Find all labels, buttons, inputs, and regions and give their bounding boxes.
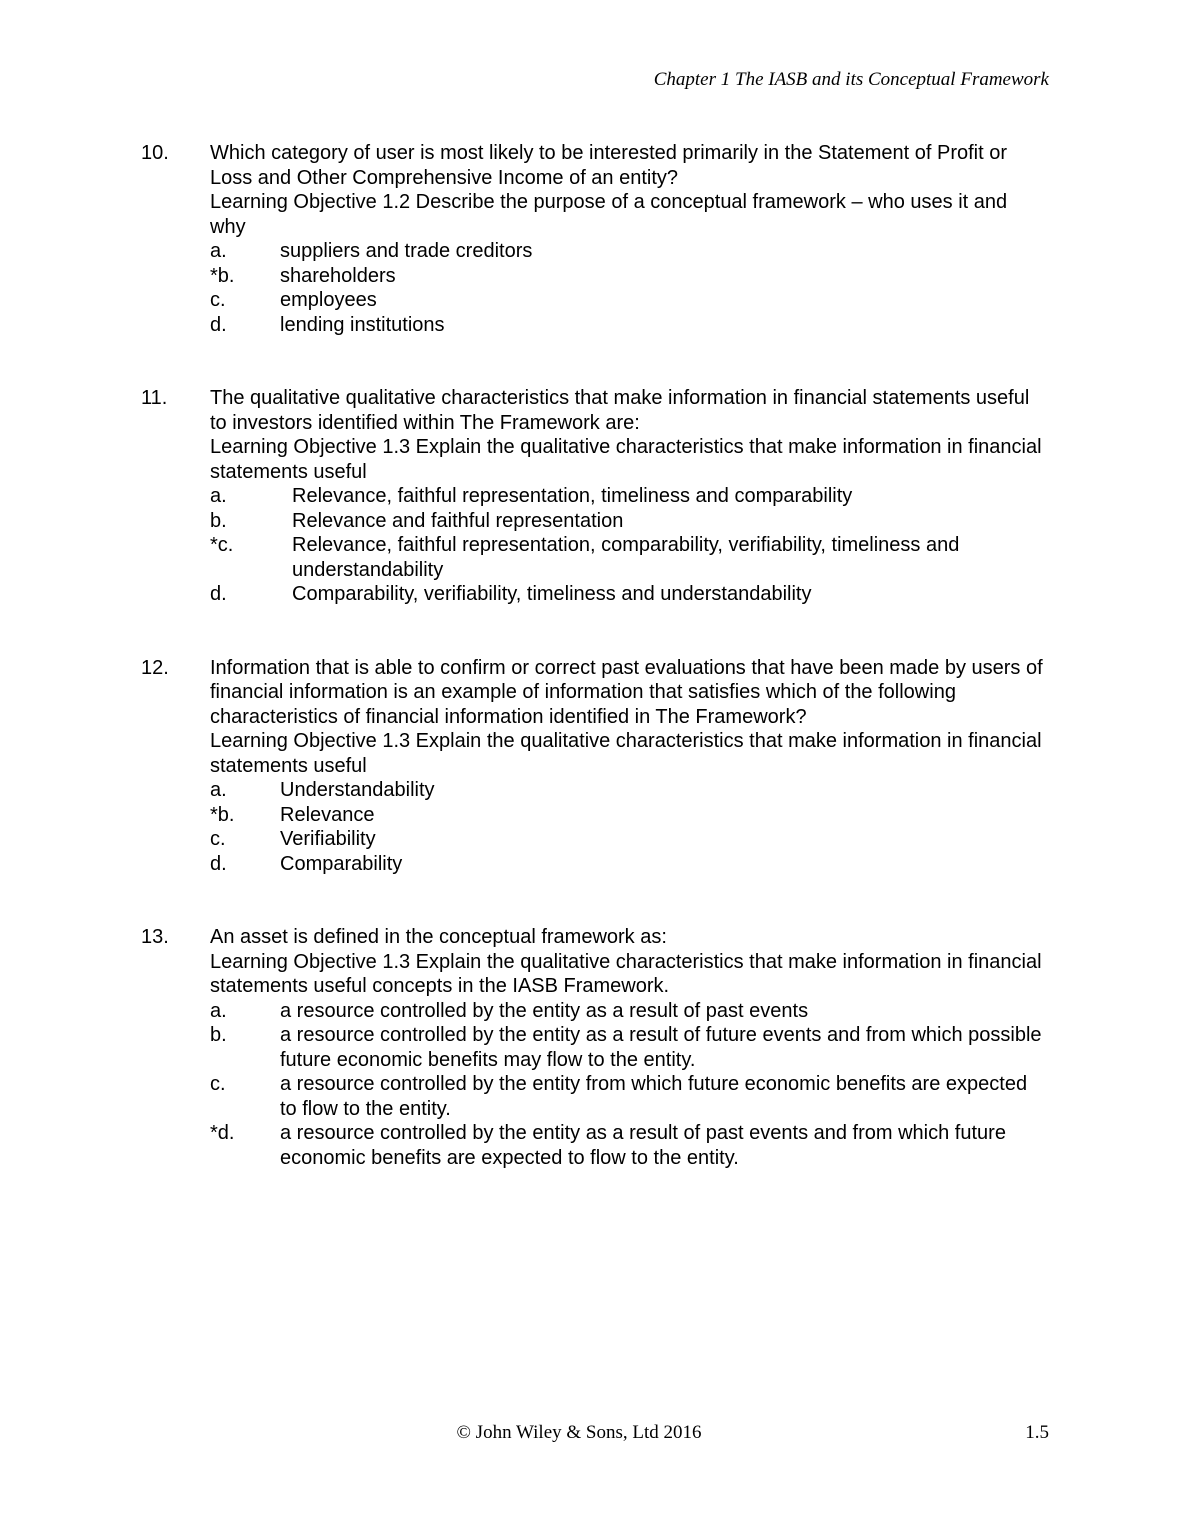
learning-objective: Learning Objective 1.3 Explain the qualitative characteristics that make information in financial statements useful [210, 436, 1042, 483]
answer-option [210, 852, 1046, 877]
answer-option [210, 778, 1046, 803]
answer-option [210, 509, 1046, 534]
option-text: a resource controlled by the entity from which future economic benefits are expected to flow to the entity. [280, 1073, 1028, 1120]
copyright-notice: © John Wiley & Sons, Ltd 2016 [456, 1422, 702, 1443]
answer-option [210, 288, 1046, 313]
option-letter: *c. [210, 534, 234, 556]
learning-objective: Learning Objective 1.3 Explain the qualitative characteristics that make information in financial statements useful [210, 730, 1042, 777]
question-number: 13. [141, 926, 169, 948]
answer-option [210, 1072, 1046, 1121]
option-letter: *d. [210, 1122, 235, 1144]
option-text: a resource controlled by the entity as a result of future events and from which possible future economic benefits may flow to the entity. [280, 1024, 1042, 1071]
option-text: Comparability, verifiability, timeliness and understandability [292, 583, 812, 605]
option-letter: *b. [210, 264, 235, 287]
question-13 [141, 925, 1046, 1170]
option-text: Relevance [280, 803, 375, 826]
question-stem: Which category of user is most likely to be interested primarily in the Statement of Profit or Loss and Other Comprehensive Income of an entity? [210, 142, 1007, 189]
question-body [210, 386, 1046, 607]
chapter-header: Chapter 1 The IASB and its Conceptual Framework [653, 69, 1049, 90]
question-11 [141, 386, 1046, 607]
question-number: 11. [141, 387, 168, 409]
answer-option [210, 264, 1046, 289]
option-text: lending institutions [280, 313, 445, 336]
option-letter: b. [210, 1024, 227, 1046]
option-letter: b. [210, 509, 227, 532]
option-text: shareholders [280, 264, 396, 287]
question-stem: The qualitative qualitative characteristics that make information in financial statements useful to investors identified within The Framework are: [210, 387, 1030, 434]
option-letter: *b. [210, 803, 235, 826]
question-number: 12. [141, 656, 169, 679]
answer-option [210, 1121, 1046, 1170]
option-text: employees [280, 289, 377, 311]
answer-option [210, 582, 1046, 607]
option-text: Relevance, faithful representation, comparability, verifiability, timeliness and understandability [292, 534, 960, 581]
question-10 [141, 141, 1046, 337]
answer-option [210, 533, 1046, 582]
option-letter: c. [210, 289, 226, 311]
option-text: suppliers and trade creditors [280, 240, 533, 262]
question-stem: Information that is able to confirm or correct past evaluations that have been made by users of financial information is an example of information that satisfies which of the following characteristics of financial information identified in The Framework? [210, 656, 1043, 728]
answer-option [210, 803, 1046, 828]
option-letter: d. [210, 852, 227, 875]
option-letter: c. [210, 1073, 226, 1095]
option-letter: a. [210, 485, 227, 507]
question-stem: An asset is defined in the conceptual framework as: [210, 926, 667, 948]
option-letter: c. [210, 828, 226, 850]
option-text: Relevance and faithful representation [292, 509, 624, 532]
answer-option [210, 1023, 1046, 1072]
question-number: 10. [141, 142, 169, 164]
option-letter: a. [210, 779, 227, 801]
answer-option [210, 239, 1046, 264]
question-list [141, 141, 1046, 1219]
option-text: Comparability [280, 852, 403, 875]
learning-objective: Learning Objective 1.2 Describe the purpose of a conceptual framework – who uses it and why [210, 191, 1008, 238]
option-text: Relevance, faithful representation, timeliness and comparability [292, 485, 853, 507]
question-body [210, 656, 1046, 877]
option-text: Understandability [280, 779, 435, 801]
answer-option [210, 484, 1046, 509]
question-body [210, 141, 1046, 337]
option-text: Verifiability [280, 828, 376, 850]
question-12 [141, 656, 1046, 877]
option-letter: a. [210, 240, 227, 262]
option-text: a resource controlled by the entity as a result of past events and from which future economic benefits are expected to flow to the entity. [280, 1122, 1006, 1169]
option-letter: d. [210, 313, 227, 336]
answer-option [210, 313, 1046, 338]
option-letter: d. [210, 583, 227, 605]
answer-option [210, 827, 1046, 852]
page-number: 1.5 [1025, 1422, 1049, 1443]
option-letter: a. [210, 999, 227, 1022]
answer-option [210, 999, 1046, 1024]
option-text: a resource controlled by the entity as a result of past events [280, 999, 809, 1022]
question-body [210, 925, 1046, 1170]
learning-objective: Learning Objective 1.3 Explain the qualitative characteristics that make information in financial statements useful concepts in the IASB Framework. [210, 950, 1042, 997]
